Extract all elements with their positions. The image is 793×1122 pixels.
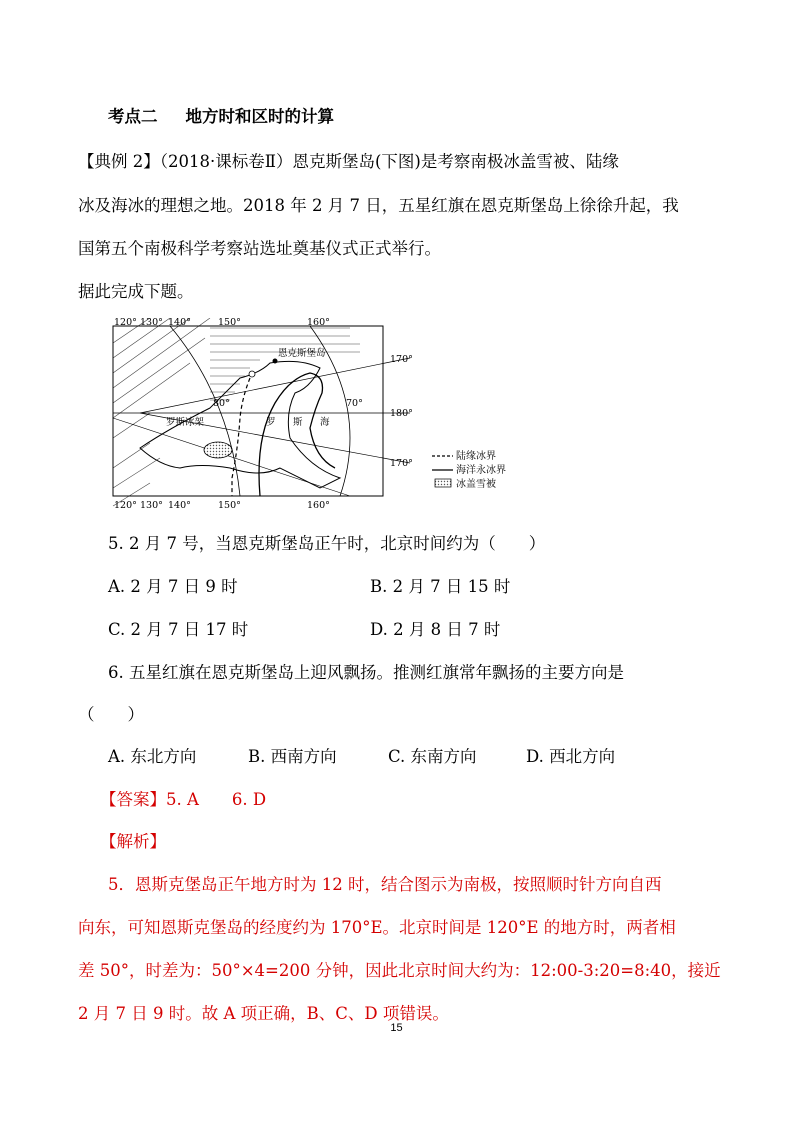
q6-option-b: B. 西南方向 — [248, 747, 337, 766]
example-line-1: 【典例 2】（2018·课标卷Ⅱ）恩克斯堡岛(下图)是考察南极冰盖雪被、陆缘 — [78, 152, 619, 171]
q6-paren: （ ） — [78, 705, 144, 724]
bottom-lon-160: 160° — [307, 500, 330, 510]
ocean-ice-boundary — [259, 373, 335, 496]
map-legend — [432, 449, 506, 490]
page-number: 15 — [390, 1022, 403, 1034]
top-lon-150: 150° — [218, 318, 241, 328]
section-title: 地方时和区时的计算 — [185, 107, 334, 126]
q5-stem: 5. 2 月 7 号，当恩克斯堡岛正午时，北京时间约为（ ） — [108, 534, 546, 553]
ross-sea-map — [110, 318, 530, 510]
analysis-line-2: 向东，可知恩斯克堡岛的经度约为 170°E。北京时间是 120°E 的地方时，两者相 — [78, 918, 676, 937]
ice-shelf-label: 罗斯冰架 — [166, 417, 205, 428]
legend-ice-cap: 冰盖雪被 — [456, 479, 496, 490]
q5-option-c: C. 2 月 7 日 17 时 — [108, 620, 249, 639]
top-lon-130: 130° — [140, 318, 163, 328]
bottom-lon-130: 130° — [140, 500, 163, 510]
base-marker — [249, 371, 255, 377]
small-island — [204, 442, 232, 458]
island-label: 恩克斯堡岛 — [278, 348, 326, 359]
q6-stem: 6. 五星红旗在恩克斯堡岛上迎风飘扬。推测红旗常年飘扬的主要方向是 — [108, 663, 624, 682]
q5-option-d: D. 2 月 8 日 7 时 — [370, 620, 501, 639]
q6-option-c: C. 东南方向 — [388, 747, 477, 766]
section-heading — [108, 103, 334, 127]
example-line-4: 据此完成下题。 — [78, 282, 194, 301]
legend-ocean-ice: 海洋永冰界 — [456, 465, 506, 476]
meridian-170e — [140, 358, 410, 413]
section-number: 考点二 — [108, 107, 158, 126]
analysis-line-1: 5．恩斯克堡岛正午地方时为 12 时，结合图示为南极，按照顺时针方向自西 — [108, 875, 662, 894]
right-lon-170w: 170° — [390, 458, 413, 469]
q5-option-b: B. 2 月 7 日 15 时 — [370, 577, 511, 596]
right-lon-180: 180° — [390, 408, 413, 419]
q5-option-a: A. 2 月 7 日 9 时 — [108, 577, 238, 596]
analysis-label: 【解析】 — [100, 832, 166, 851]
bottom-lon-140: 140° — [168, 500, 191, 510]
bottom-lon-150: 150° — [218, 500, 241, 510]
top-lon-120: 120° — [114, 318, 137, 328]
q6-option-a: A. 东北方向 — [108, 747, 197, 766]
example-line-3: 国第五个南极科学考察站选址奠基仪式正式举行。 — [78, 239, 441, 258]
answer-text: 5. A 6. D — [166, 790, 267, 809]
analysis-line-4: 2 月 7 日 9 时。故 A 项正确，B、C、D 项错误。 — [78, 1004, 449, 1023]
station-marker — [273, 359, 278, 364]
right-lon-170e: 170° — [390, 354, 413, 365]
land-ice-boundary — [232, 378, 250, 496]
top-lon-140: 140° — [168, 318, 191, 328]
example-line-2: 冰及海冰的理想之地。2018 年 2 月 7 日，五星红旗在恩克斯堡岛上徐徐升起，我 — [78, 196, 679, 215]
sea-label-3: 海 — [320, 417, 330, 428]
q6-option-d: D. 西北方向 — [526, 747, 616, 766]
map-frame — [113, 326, 383, 496]
lat-70-label: 70° — [346, 398, 363, 409]
lat-80-label: 80° — [213, 398, 230, 409]
sea-label-2: 斯 — [293, 417, 303, 428]
legend-land-ice: 陆缘冰界 — [456, 451, 496, 462]
sea-label-1: 罗 — [266, 417, 276, 428]
answer-label: 【答案】 — [100, 790, 166, 809]
bottom-lon-120: 120° — [114, 500, 137, 510]
analysis-line-3: 差 50°，时差为：50°×4=200 分钟，因此北京时间大约为：12:00-3:20=8:40，接近 — [78, 961, 721, 980]
top-lon-160: 160° — [307, 318, 330, 328]
answer-line — [100, 786, 266, 810]
legend-dot-swatch — [435, 479, 451, 487]
